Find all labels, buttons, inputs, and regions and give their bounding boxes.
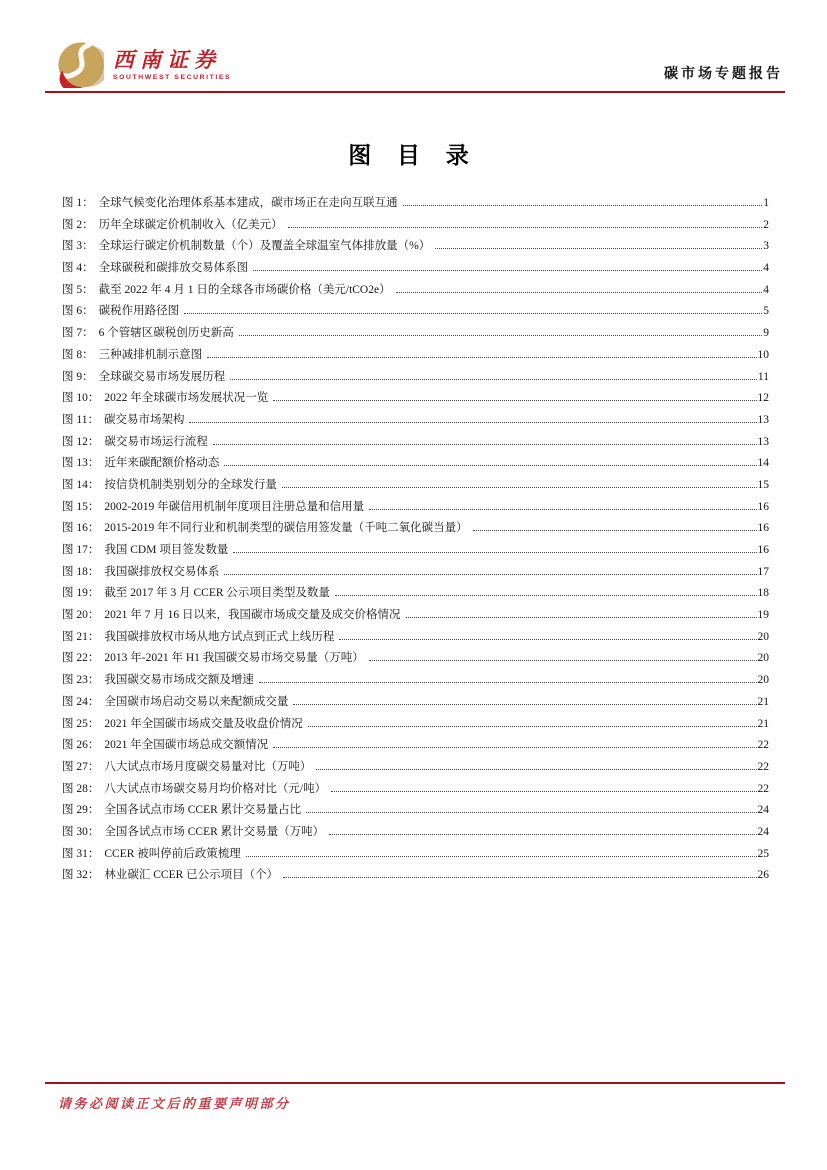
toc-entry-label: 图 14：	[62, 478, 100, 491]
toc-dot-leader	[473, 530, 757, 531]
toc-entry-page: 20	[757, 652, 769, 665]
page-title: 图 目 录	[348, 143, 479, 168]
toc-entry-label: 图 29：	[62, 804, 100, 817]
toc-entry-page: 22	[757, 782, 769, 795]
toc-entry[interactable]	[62, 476, 769, 498]
toc-entry-page: 13	[757, 413, 769, 426]
toc-entry-title: 2021 年全国碳市场总成交额情况	[104, 739, 269, 752]
toc-entry-page: 21	[757, 695, 769, 708]
toc-entry-page: 9	[763, 327, 769, 340]
toc-entry-label: 图 26：	[62, 739, 100, 752]
toc-entry-label: 图 16：	[62, 522, 100, 535]
toc-entry-label: 图 10：	[62, 392, 100, 405]
toc-entry-title: 我国碳排放权交易体系	[104, 565, 220, 578]
toc-entry-page: 10	[757, 348, 769, 361]
toc-dot-leader	[306, 812, 756, 813]
toc-entry[interactable]	[62, 866, 769, 888]
toc-entry[interactable]	[62, 194, 769, 216]
toc-entry[interactable]	[62, 628, 769, 650]
toc-entry-page: 16	[757, 500, 769, 513]
toc-entry-title: 全球气候变化治理体系基本建成，碳市场正在走向互联互通	[98, 197, 398, 209]
toc-dot-leader	[435, 248, 762, 249]
toc-entry-page: 20	[757, 630, 769, 643]
toc-dot-leader	[253, 270, 762, 271]
toc-entry-title: 碳交易市场架构	[103, 413, 185, 426]
toc-entry[interactable]	[62, 845, 769, 867]
toc-entry-label: 图 8：	[62, 348, 94, 361]
toc-entry-page: 18	[757, 587, 769, 600]
toc-entry-title: 我国碳交易市场成交额及增速	[104, 674, 254, 687]
company-name-en: SOUTHWEST SECURITIES	[113, 74, 232, 82]
toc-dot-leader	[308, 726, 757, 727]
toc-entry-title: 2021 年全国碳市场成交量及收盘价情况	[104, 717, 303, 730]
toc-entry[interactable]	[62, 715, 769, 737]
toc-dot-leader	[239, 335, 763, 336]
toc-entry-title: 2021 年 7 月 16 日以来，我国碳市场成交量及成交价格情况	[104, 609, 401, 622]
toc-entry-title: 截至 2022 年 4 月 1 日的全球各市场碳价格（美元/tCO2e）	[98, 283, 391, 296]
toc-dot-leader	[224, 465, 756, 466]
toc-entry-title: 全国各试点市场 CCER 累计交易量占比	[104, 804, 302, 817]
toc-dot-leader	[403, 205, 763, 206]
toc-entry-title: 全球碳税和碳排放交易体系图	[98, 262, 249, 275]
toc-entry-label: 图 24：	[62, 695, 100, 708]
toc-dot-leader	[273, 400, 756, 401]
toc-entry-page: 4	[763, 283, 769, 296]
toc-entry[interactable]	[62, 563, 769, 585]
toc-dot-leader	[339, 639, 756, 640]
toc-entry-title: 历年全球碳定价机制收入（亿美元）	[98, 218, 283, 231]
toc-entry[interactable]	[62, 693, 769, 715]
toc-entry[interactable]	[62, 237, 769, 259]
toc-dot-leader	[246, 856, 757, 857]
toc-entry[interactable]	[62, 216, 769, 238]
toc-entry-label: 图 15：	[62, 500, 100, 513]
toc-entry-page: 5	[763, 305, 769, 318]
toc-dot-leader	[316, 769, 756, 770]
toc-entry[interactable]	[62, 454, 769, 476]
toc-dot-leader	[369, 660, 757, 661]
toc-dot-leader	[335, 595, 757, 596]
toc-entry[interactable]	[62, 584, 769, 606]
toc-entry-title: 全国碳市场启动交易以来配额成交量	[104, 695, 289, 708]
toc-entry-label: 图 31：	[62, 847, 100, 860]
toc-entry-label: 图 21：	[62, 630, 100, 643]
toc-entry-title: 碳税作用路径图	[98, 305, 180, 318]
report-type-label: 碳市场专题报告	[664, 67, 783, 82]
toc-entry-title: 近年来碳配额价格动态	[104, 457, 220, 470]
toc-entry-title: 按信贷机制类别划分的全球发行量	[104, 478, 277, 491]
page-footer	[0, 1082, 827, 1170]
toc-entry-title: 林业碳汇 CCER 已公示项目（个）	[104, 869, 279, 882]
toc-entry[interactable]	[62, 498, 769, 520]
toc-entry-page: 3	[763, 240, 769, 253]
toc-dot-leader	[184, 313, 762, 314]
company-name-cn: 西南证券	[113, 47, 221, 72]
toc-entry-label: 图 9：	[62, 370, 94, 383]
toc-entry-page: 1	[763, 197, 769, 209]
toc-dot-leader	[213, 444, 757, 445]
toc-dot-leader	[283, 877, 756, 878]
toc-dot-leader	[189, 422, 756, 423]
toc-entry-title: 截至 2017 年 3 月 CCER 公示项目类型及数量	[104, 587, 330, 600]
toc-dot-leader	[331, 791, 756, 792]
logo-text	[113, 49, 231, 81]
toc-entry-page: 19	[757, 609, 769, 622]
toc-entry[interactable]	[62, 519, 769, 541]
toc-entry-label: 图 5：	[62, 283, 94, 296]
page-header	[0, 0, 827, 88]
toc-entry-label: 图 12：	[62, 435, 100, 448]
toc-entry-page: 24	[757, 804, 769, 817]
toc-entry-label: 图 13：	[62, 457, 100, 470]
header-divider	[45, 91, 785, 93]
toc-entry-title: 我国碳排放权市场从地方试点到正式上线历程	[104, 630, 335, 643]
toc-entry-label: 图 18：	[62, 565, 100, 578]
toc-entry[interactable]	[62, 801, 769, 823]
toc-entry-page: 16	[757, 544, 769, 556]
footer-disclaimer: 请务必阅读正文后的重要声明部分	[58, 1096, 291, 1111]
toc-entry[interactable]	[62, 281, 769, 303]
toc-entry-label: 图 20：	[62, 609, 100, 622]
toc-entry-page: 16	[757, 522, 769, 535]
toc-entry[interactable]	[62, 606, 769, 628]
toc-entry-label: 图 17：	[62, 544, 100, 556]
toc-entry-title: CCER 被叫停前后政策梳理	[104, 847, 241, 860]
toc-dot-leader	[396, 292, 763, 293]
toc-entry[interactable]	[62, 780, 769, 802]
toc-entry[interactable]	[62, 649, 769, 671]
toc-entry-label: 图 23：	[62, 674, 100, 687]
toc-entry[interactable]	[62, 324, 769, 346]
toc-entry[interactable]	[62, 368, 769, 390]
toc-entry-page: 26	[757, 869, 769, 882]
toc-entry[interactable]	[62, 671, 769, 693]
toc-entry-page: 12	[757, 392, 769, 405]
toc-entry-page: 14	[757, 457, 769, 470]
toc-entry-page: 4	[763, 262, 769, 275]
toc-entry-title: 三种减排机制示意图	[98, 348, 203, 361]
toc-entry-label: 图 2：	[62, 218, 94, 231]
toc-entry[interactable]	[62, 346, 769, 368]
toc-entry-page: 11	[757, 370, 769, 383]
toc-entry-title: 2015-2019 年不同行业和机制类型的碳信用签发量（千吨二氧化碳当量）	[104, 522, 468, 535]
toc-entry-label: 图 6：	[62, 305, 94, 318]
toc-entry-title: 全球运行碳定价机制数量（个）及覆盖全球温室气体排放量（%）	[98, 240, 431, 253]
toc-entry-title: 八大试点市场碳交易月均价格对比（元/吨）	[104, 782, 327, 795]
toc-entry[interactable]	[62, 259, 769, 281]
toc-dot-leader	[406, 617, 757, 618]
toc-dot-leader	[329, 834, 756, 835]
logo-mark-icon	[58, 42, 104, 88]
toc-entry[interactable]	[62, 541, 769, 563]
toc-dot-leader	[233, 552, 756, 553]
footer-divider	[45, 1082, 785, 1084]
toc-entry-label: 图 19：	[62, 587, 100, 600]
company-logo	[58, 42, 231, 88]
toc-entry-title: 全球碳交易市场发展历程	[98, 370, 226, 383]
toc-entry[interactable]	[62, 433, 769, 455]
toc-entry-page: 2	[763, 218, 769, 231]
toc-entry[interactable]	[62, 823, 769, 845]
toc-entry-label: 图 1：	[62, 197, 94, 209]
toc-entry[interactable]	[62, 302, 769, 324]
toc-entry-page: 21	[757, 717, 769, 730]
toc-entry[interactable]	[62, 736, 769, 758]
toc-entry-label: 图 32：	[62, 869, 100, 882]
toc-entry-label: 图 28：	[62, 782, 100, 795]
toc-dot-leader	[230, 379, 757, 380]
toc-entry-page: 13	[757, 435, 769, 448]
toc-entry-label: 图 11：	[62, 413, 99, 426]
toc-entry[interactable]	[62, 411, 769, 433]
toc-entry-page: 17	[757, 565, 769, 578]
toc-entry-title: 6 个管辖区碳税创历史新高	[98, 327, 234, 340]
toc-entry-page: 20	[757, 674, 769, 687]
toc-entry-label: 图 25：	[62, 717, 100, 730]
toc-dot-leader	[282, 487, 757, 488]
toc-entry-label: 图 27：	[62, 760, 100, 773]
toc-entry-title: 全国各试点市场 CCER 累计交易量（万吨）	[104, 825, 325, 838]
toc-entry-page: 25	[757, 847, 769, 860]
toc-entry-page: 22	[757, 739, 769, 752]
toc-entry-title: 2013 年-2021 年 H1 我国碳交易市场交易量（万吨）	[104, 652, 364, 665]
toc-entry-title: 2022 年全球碳市场发展状况一览	[104, 392, 269, 405]
toc-entry-label: 图 30：	[62, 825, 100, 838]
toc-entry-title: 我国 CDM 项目签发数量	[104, 544, 229, 556]
toc-dot-leader	[259, 682, 757, 683]
toc-entry-title: 2002-2019 年碳信用机制年度项目注册总量和信用量	[104, 500, 365, 513]
toc-dot-leader	[293, 704, 756, 705]
toc-dot-leader	[273, 747, 756, 748]
toc-entry-page: 22	[757, 760, 769, 773]
toc-dot-leader	[369, 509, 756, 510]
toc-dot-leader	[224, 574, 756, 575]
toc-entry-label: 图 7：	[62, 327, 94, 340]
toc-entry-page: 15	[757, 478, 769, 491]
toc-entry-label: 图 3：	[62, 240, 94, 253]
toc-entry[interactable]	[62, 758, 769, 780]
toc-entry-title: 八大试点市场月度碳交易量对比（万吨）	[104, 760, 312, 773]
figure-toc-list	[62, 194, 769, 888]
toc-entry-label: 图 22：	[62, 652, 100, 665]
toc-entry[interactable]	[62, 389, 769, 411]
toc-entry-title: 碳交易市场运行流程	[104, 435, 208, 448]
toc-dot-leader	[207, 357, 756, 358]
toc-entry-label: 图 4：	[62, 262, 94, 275]
toc-entry-page: 24	[757, 825, 769, 838]
toc-dot-leader	[288, 227, 763, 228]
